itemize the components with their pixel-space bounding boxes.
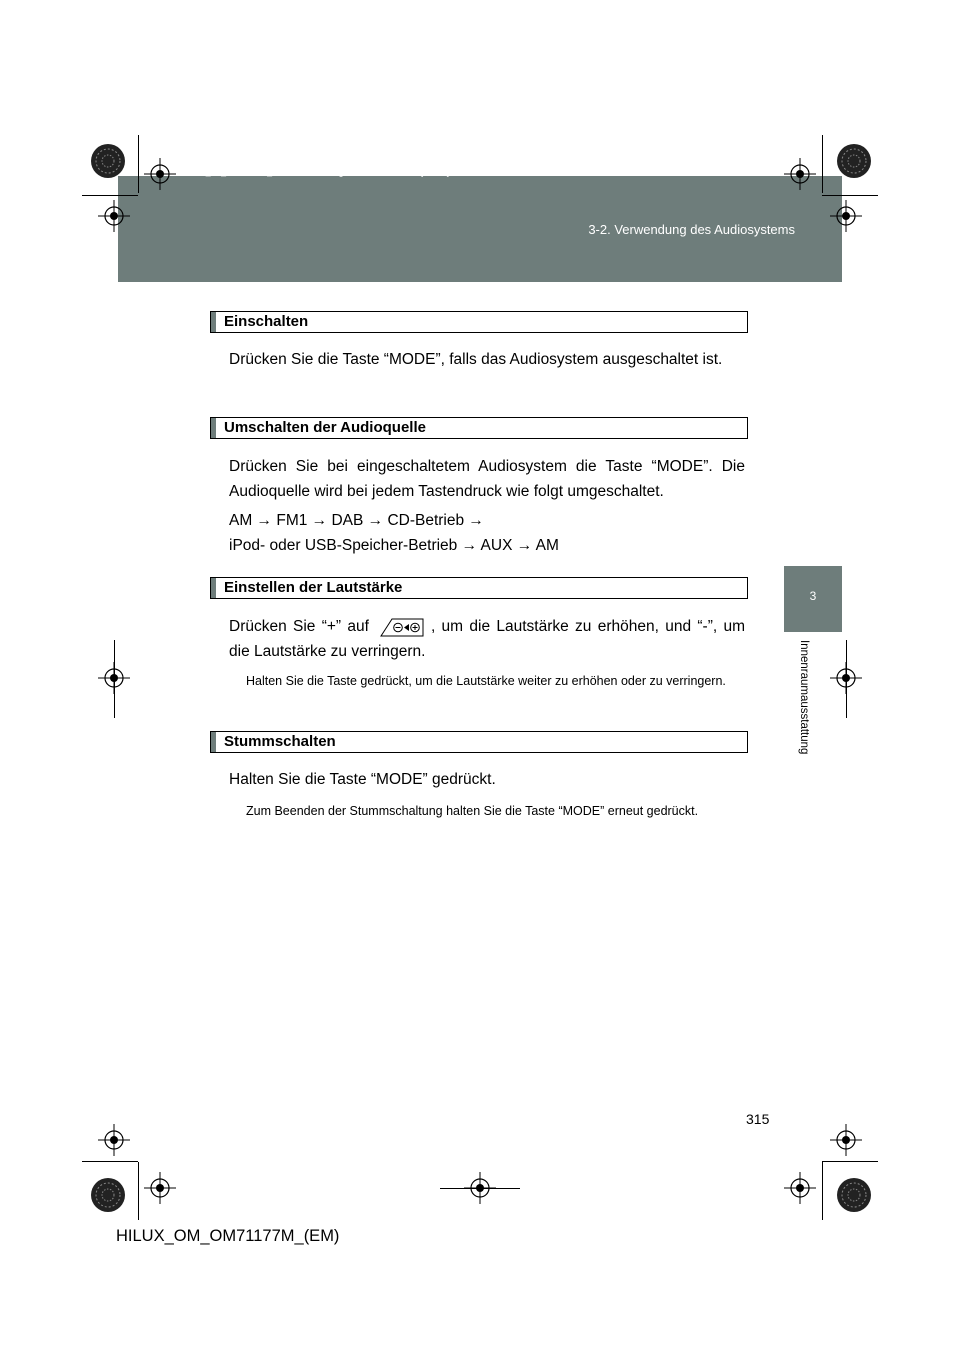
heading-text: Einschalten (224, 313, 309, 330)
body-text-part: Drücken Sie “+” auf (229, 618, 369, 635)
heading-einschalten (210, 311, 748, 333)
heading-bar (211, 312, 216, 332)
note (246, 801, 745, 821)
paragraph (229, 454, 745, 504)
chapter-tab[interactable]: 3 (784, 566, 842, 632)
registration-mark-icon (98, 1124, 130, 1156)
registration-mark-icon (144, 158, 176, 190)
doc-code: HILUX_OM_OM71177M_(EM) (116, 1227, 340, 1245)
paragraph (229, 347, 745, 372)
heading-bar (211, 418, 216, 438)
sequence-line: AM → FM1 → DAB → CD-Betrieb → (229, 512, 484, 529)
body-text: Drücken Sie die Taste “MODE”, falls das Audiosystem ausgeschaltet ist. (229, 351, 723, 368)
trim-line (82, 195, 138, 196)
print-line: HILUX_OM_OM71177M_(EM).book Page 315 Wednesday, May 16, 2012 1:28 PM (180, 168, 544, 178)
body-text: Drücken Sie bei eingeschaltetem Audiosystem die Taste “MODE”. Die Audioquelle wird bei jedem Tastendruck wie folgt umgeschaltet. (229, 458, 745, 500)
sequence-line: iPod- oder USB-Speicher-Betrieb → AUX → AM (229, 537, 559, 554)
heading-bar (211, 732, 216, 752)
trim-line (822, 135, 823, 193)
trim-line (822, 195, 878, 196)
heading-stummschalten (210, 731, 748, 753)
note-text: Zum Beenden der Stummschaltung halten Sie die Taste “MODE” erneut gedrückt. (246, 804, 699, 818)
starburst-mark-icon (90, 143, 126, 179)
trim-line (822, 1161, 878, 1162)
trim-line (440, 1188, 520, 1189)
body-text: Halten Sie die Taste “MODE” gedrückt. (229, 771, 496, 788)
starburst-mark-icon (90, 1177, 126, 1213)
paragraph (229, 767, 745, 792)
body-text (229, 614, 745, 664)
heading-bar (211, 578, 216, 598)
chapter-label: Innenraumausstattung (798, 640, 810, 755)
starburst-mark-icon (836, 1177, 872, 1213)
registration-mark-icon (144, 1172, 176, 1204)
trim-line (138, 1162, 139, 1220)
heading-text: Stummschalten (224, 733, 336, 750)
registration-mark-icon (784, 1172, 816, 1204)
note (246, 671, 745, 691)
note-text: Halten Sie die Taste gedrückt, um die Lautstärke weiter zu erhöhen oder zu verringern. (246, 674, 726, 688)
registration-mark-icon (98, 200, 130, 232)
page-number: 315 (746, 1111, 770, 1127)
registration-mark-icon (830, 200, 862, 232)
volume-rocker-icon (375, 617, 425, 637)
heading-text: Einstellen der Lautstärke (224, 579, 403, 596)
registration-mark-icon (784, 158, 816, 190)
trim-line (138, 135, 139, 193)
heading-text: Umschalten der Audioquelle (224, 419, 426, 436)
starburst-mark-icon (836, 143, 872, 179)
trim-line (114, 640, 115, 718)
heading-audioquelle (210, 417, 748, 439)
heading-lautstaerke (210, 577, 748, 599)
trim-line (822, 1162, 823, 1220)
paragraph (229, 614, 745, 664)
source-sequence (229, 508, 745, 558)
body-text-part: , um die Lautstärke zu erhöhen, und “-”, um die Lautstärke zu verringern. (229, 618, 745, 660)
trim-line (82, 1161, 138, 1162)
trim-line (846, 640, 847, 718)
registration-mark-icon (830, 1124, 862, 1156)
section-title: 3-2. Verwendung des Audiosystems (588, 222, 795, 237)
